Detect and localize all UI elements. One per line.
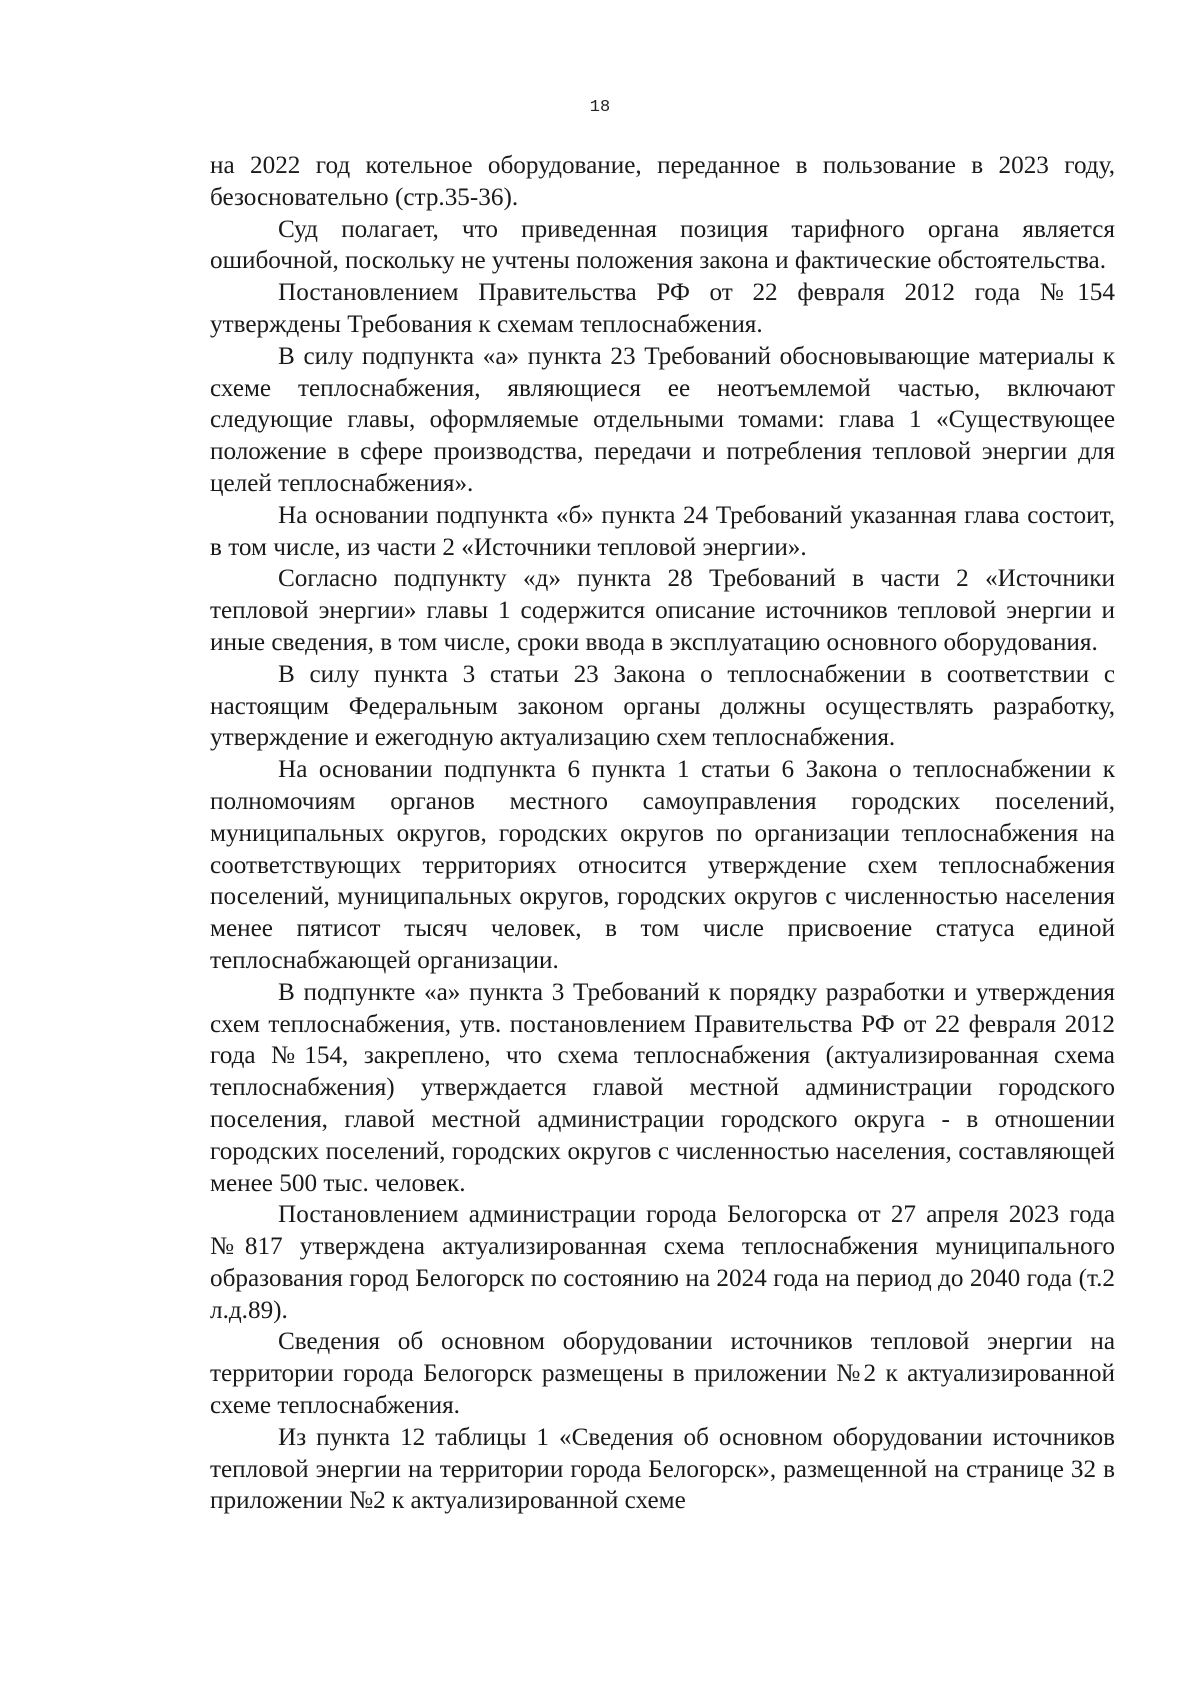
paragraph-requirements-item-3: В подпункте «а» пункта 3 Требований к порядку разработки и утверждения схем теплоснабжения, утв. постановлением Правительства РФ от 22 февраля 2012 года №154, закреплено, что схема теплоснабжения (актуализированная схема теплоснабжения) утверждается главой местной администрации городского поселения, главой местной администрации городского округа - в отношении городских поселений, городских округов с численностью населения, составляющей менее 500 тыс. человек. <box>210 978 1115 1197</box>
page-number: 18 <box>589 98 611 117</box>
paragraph-item-28: Согласно подпункту «д» пункта 28 Требований в части 2 «Источники тепловой энергии» главы 1 содержится описание источников тепловой энергии и иные сведения, в том числе, сроки ввода в эксплуатацию основного оборудования. <box>210 565 1115 656</box>
paragraph-table-1-item-12: Из пункта 12 таблицы 1 «Сведения об основном оборудовании источников тепловой энергии на территории города Белогорск», размещенной на странице 32 в приложении №2 к актуализированной схеме <box>210 1423 1115 1515</box>
paragraph-belogorsk-decree: Постановлением администрации города Белогорска от 27 апреля 2023 года №817 утверждена актуализированная схема теплоснабжения муниципального образования город Белогорск по состоянию на 2024 года на период до 2040 года (т.2 л.д.89). <box>210 1201 1115 1324</box>
paragraph-court-opinion: Суд полагает, что приведенная позиция тарифного органа является ошибочной, поскольку не учтены положения закона и фактические обстоятельства. <box>210 215 1115 275</box>
paragraph-item-24: На основании подпункта «б» пункта 24 Требований указанная глава состоит, в том числе, из части 2 «Источники тепловой энергии». <box>210 501 1115 561</box>
paragraph-continuation: на 2022 год котельное оборудование, переданное в пользование в 2023 году, безосновательно (стр.35-36). <box>210 152 1115 211</box>
paragraph-government-decree: Постановлением Правительства РФ от 22 февраля 2012 года №154 утверждены Требования к схемам теплоснабжения. <box>210 279 1115 338</box>
document-body <box>210 150 1115 1517</box>
paragraph-equipment-info: Сведения об основном оборудовании источников тепловой энергии на территории города Белогорск размещены в приложении №2 к актуализированной схеме теплоснабжения. <box>210 1328 1115 1420</box>
paragraph-article-6: На основании подпункта 6 пункта 1 статьи 6 Закона о теплоснабжении к полномочиям органов местного самоуправления городских поселений, муниципальных округов, городских округов по организации теплоснабжения на соответствующих территориях относится утверждение схем теплоснабжения поселений, муниципальных округов, городских округов с численностью населения менее пятисот тысяч человек, в том числе присвоение статуса единой теплоснабжающей организации. <box>210 756 1115 974</box>
paragraph-item-23: В силу подпункта «а» пункта 23 Требований обосновывающие материалы к схеме теплоснабжения, являющиеся ее неотъемлемой частью, включают следующие главы, оформляемые отдельными томами: глава 1 «Существующее положение в сфере производства, передачи и потребления тепловой энергии для целей теплоснабжения». <box>210 342 1115 497</box>
paragraph-article-23: В силу пункта 3 статьи 23 Закона о теплоснабжении в соответствии с настоящим Федеральным законом органы должны осуществлять разработку, утверждение и ежегодную актуализацию схем теплоснабжения. <box>210 660 1115 752</box>
